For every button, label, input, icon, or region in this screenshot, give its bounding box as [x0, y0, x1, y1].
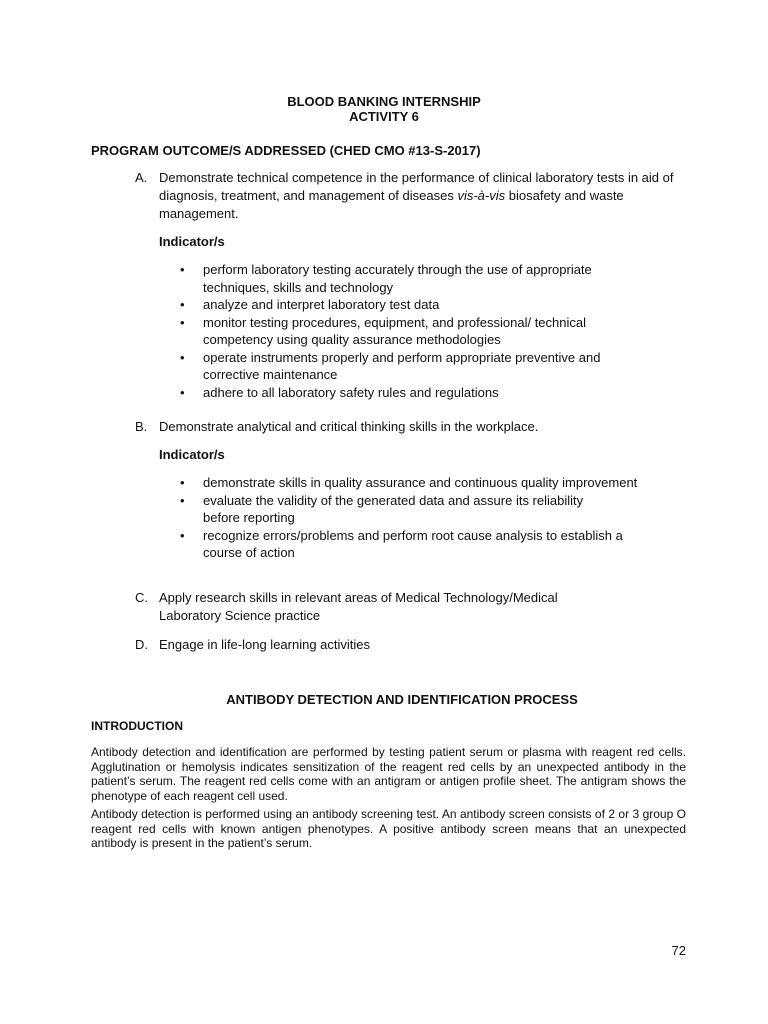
page-number: 72: [671, 943, 686, 958]
outcome-text: [159, 169, 680, 223]
outcome-text-part: biosafety and waste management.: [159, 188, 624, 221]
indicator-label-b: Indicator/s: [159, 447, 225, 462]
outcome-letter: B.: [135, 419, 148, 434]
intro-paragraph-1: Antibody detection and identification are performed by testing patient serum or plasma with reagent red cells. Agglutination or hemolysis indicates sensitization of the reagent red cells by an unexpected antibody in the patient’s serum. The reagent red cells come with an antigram or antigen profile sheet. The antigram shows the phenotype of each reagent cell used.: [91, 745, 686, 803]
outcome-letter: D.: [135, 637, 148, 652]
indicator-text: demonstrate skills in quality assurance and continuous quality improvement: [203, 475, 638, 490]
list-item: [180, 527, 643, 562]
bullet-icon: •: [180, 349, 185, 365]
outcome-text: Demonstrate analytical and critical thinking skills in the workplace.: [159, 419, 539, 434]
list-item: [180, 492, 623, 527]
list-item: [180, 474, 690, 492]
indicator-text: analyze and interpret laboratory test data: [203, 297, 440, 312]
outcome-text: Apply research skills in relevant areas of Medical Technology/Medical Laboratory Science practice: [159, 590, 558, 623]
indicator-label-a: Indicator/s: [159, 234, 225, 249]
indicator-text: adhere to all laboratory safety rules and regulations: [203, 384, 499, 400]
list-item: [180, 296, 620, 314]
bullet-icon: •: [180, 297, 185, 312]
document-title: [0, 94, 768, 124]
section-heading: ANTIBODY DETECTION AND IDENTIFICATION PROCESS: [226, 692, 578, 707]
outcome-text-italic: vis-à-vis: [457, 188, 506, 203]
bullet-icon: •: [180, 475, 185, 490]
outcome-text: Engage in life-long learning activities: [159, 637, 371, 652]
indicator-text: monitor testing procedures, equipment, and professional/ technical competency using quality assurance methodologies: [203, 314, 586, 347]
outcome-d: [135, 636, 695, 654]
indicator-text: perform laboratory testing accurately through the use of appropriate techniques, skills and technology: [203, 262, 592, 295]
list-item: [180, 384, 620, 402]
title-line-2: ACTIVITY 6: [349, 109, 419, 124]
outcome-b: [135, 418, 695, 436]
outcome-c: [135, 589, 595, 625]
list-item: [180, 349, 620, 384]
title-line-1: BLOOD BANKING INTERNSHIP: [287, 94, 481, 109]
outcome-text-part: Demonstrate technical competence in the performance of clinical laboratory tests in aid of diagnosis, treatment, and management of diseases: [159, 170, 674, 203]
bullet-icon: •: [180, 314, 185, 330]
bullet-icon: •: [180, 527, 185, 543]
outcome-letter: C.: [135, 590, 148, 605]
indicator-text: recognize errors/problems and perform root cause analysis to establish a course of action: [203, 527, 623, 560]
indicator-list-a: [180, 261, 620, 401]
introduction-heading: INTRODUCTION: [91, 719, 183, 733]
indicator-text: evaluate the validity of the generated data and assure its reliability before reporting: [203, 492, 584, 525]
bullet-icon: •: [180, 262, 185, 277]
bullet-icon: •: [180, 384, 185, 400]
program-outcomes-heading: PROGRAM OUTCOME/S ADDRESSED (CHED CMO #13-S-2017): [91, 143, 481, 158]
intro-paragraph-2: Antibody detection is performed using an antibody screening test. An antibody screen consists of 2 or 3 group O reagent red cells with known antigen phenotypes. A positive antibody screen means that an unexpected antibody is present in the patient’s serum.: [91, 807, 686, 851]
list-item: [180, 314, 620, 349]
indicator-list-b: [180, 474, 690, 562]
outcome-letter: A.: [135, 170, 148, 185]
bullet-icon: •: [180, 492, 185, 508]
list-item: [180, 261, 620, 296]
indicator-text: operate instruments properly and perform appropriate preventive and corrective maintenance: [203, 349, 601, 382]
outcome-a: [135, 169, 680, 223]
